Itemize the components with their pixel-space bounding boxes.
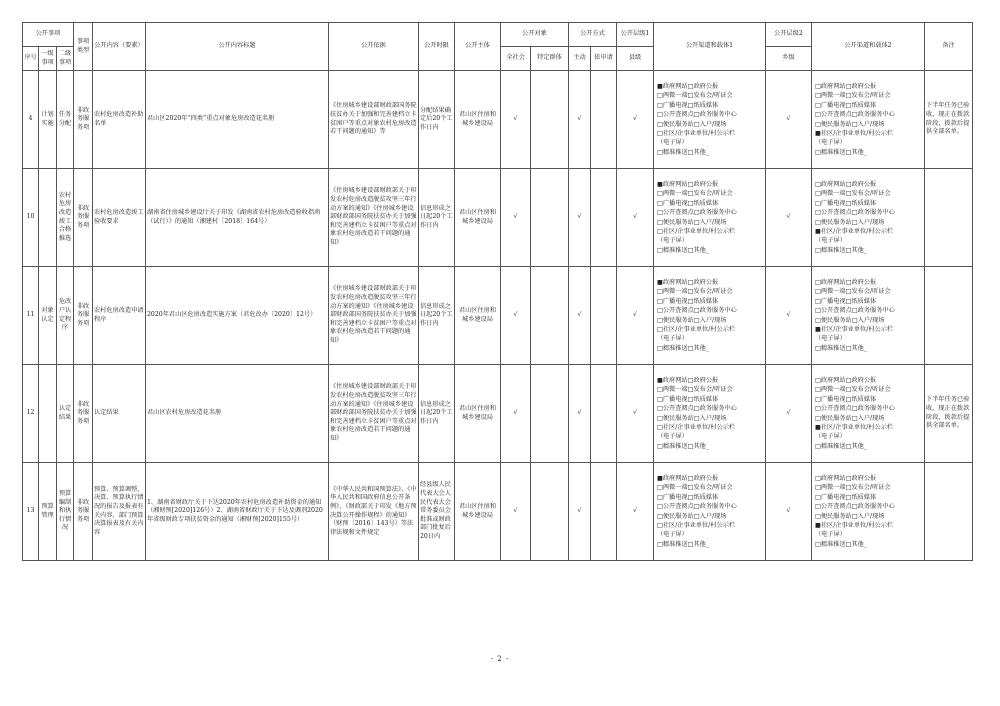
- header-obj-all: 全社会: [501, 47, 531, 71]
- channel-line: □社区/企事业单位/村公示栏: [657, 325, 736, 333]
- channel-line: □广播电视□纸质媒体: [657, 101, 719, 109]
- cell-township: √: [766, 71, 812, 169]
- cell-title: 1、湖南省财政厅关于下达2020年农村危房改造补助资金的通知（湘财预[2020]126号）2、湖南省财政厅关于下达及调剂2020年省级财政专项扶贫资金的通知（湘财预[2020]155号）: [146, 463, 329, 561]
- cell-obj-all: √: [501, 169, 531, 267]
- cell-subject: 君山区住房和城乡建设局: [455, 463, 501, 561]
- cell-content: 农村危房改造申请程序: [93, 267, 146, 365]
- channel-line: □社区/企事业单位/村公示栏: [657, 423, 736, 431]
- channel-line: □两微一端□发布会/听证会: [815, 92, 891, 100]
- cell-method-apply: [591, 463, 617, 561]
- header-method-apply: 依申请: [591, 47, 617, 71]
- table-row: [23, 169, 973, 267]
- channel-line: □精准推送□其他_: [657, 344, 709, 352]
- cell-level1: [39, 365, 57, 463]
- channel-line: □公开查阅点□政务服务中心: [657, 209, 737, 217]
- cell-county: √: [617, 71, 654, 169]
- cell-title: 湖南省住房城乡建设厅关于印发《湖南省农村危房改造验收指南（试行）》的通知（湘建村〔2018〕164号）: [146, 169, 329, 267]
- channel-line: □两微一端□发布会/听证会: [815, 288, 891, 296]
- header-method-active: 主动: [569, 47, 591, 71]
- channel-line: ■社区/企事业单位/村公示栏: [815, 325, 894, 333]
- cell-remark: [925, 463, 973, 561]
- channel-line: □社区/企事业单位/村公示栏: [657, 521, 736, 529]
- cell-level2: 危改户认定程序: [57, 267, 74, 365]
- cell-level1: 预算管理: [39, 463, 57, 561]
- cell-title: 2020年君山区危房改造实施方案（君危改办〔2020〕12号）: [146, 267, 329, 365]
- channel-line: □精准推送□其他_: [657, 540, 709, 548]
- cell-remark: 下半年任务已验收，现正在拨款阶段，拨款后提供全部名单。: [925, 71, 973, 169]
- cell-basis: 《住房城乡建设部财政部关于印发农村危房改造脱贫攻坚三年行动方案的通知》《住房城乡建设部财政部国务院扶贫办关于加强和完善建档立卡贫困户等重点对象农村危房改造若干问题的通知》: [329, 365, 419, 463]
- cell-obj-all: √: [501, 365, 531, 463]
- cell-level2: 农村危房改造竣工合格推选: [57, 169, 74, 267]
- cell-method-apply: [591, 169, 617, 267]
- cell-obj-specific: [531, 463, 569, 561]
- cell-type: 非政务服务项: [74, 71, 93, 169]
- channel-line: □政府网站□政府公报: [815, 376, 877, 384]
- channel-line: □广播电视□纸质媒体: [815, 493, 877, 501]
- channel-line: □广播电视□纸质媒体: [657, 493, 719, 501]
- channel-line: （电子屏）: [815, 335, 846, 343]
- header-subject: 公开主体: [455, 23, 501, 71]
- header-item-group: 公开事项: [23, 23, 74, 47]
- channel-line: □政府网站□政府公报: [815, 474, 877, 482]
- cell-obj-all: √: [501, 267, 531, 365]
- cell-remark: [925, 267, 973, 365]
- header-type: 事项类型: [74, 23, 93, 71]
- channel-line: □社区/企事业单位/村公示栏: [657, 227, 736, 235]
- cell-seq: 4: [23, 71, 39, 169]
- channel-line: ■社区/企事业单位/村公示栏: [815, 423, 894, 431]
- cell-channel2: [812, 71, 925, 169]
- cell-level2: 任务分配: [57, 71, 74, 169]
- cell-channel1: [654, 71, 766, 169]
- channel-line: □精准推送□其他_: [657, 148, 709, 156]
- cell-method-active: √: [569, 71, 591, 169]
- channel-line: □公开查阅点□政务服务中心: [657, 405, 737, 413]
- channel-line: （电子屏）: [815, 237, 846, 245]
- cell-level2: 认定结果: [57, 365, 74, 463]
- cell-channel1: [654, 169, 766, 267]
- cell-township: √: [766, 267, 812, 365]
- cell-type: 非政务服务项: [74, 267, 93, 365]
- cell-type: 非政务服务项: [74, 365, 93, 463]
- cell-method-active: √: [569, 365, 591, 463]
- cell-method-apply: [591, 71, 617, 169]
- cell-obj-all: √: [501, 463, 531, 561]
- table-row: [23, 267, 973, 365]
- cell-channel2: [812, 169, 925, 267]
- cell-township: √: [766, 365, 812, 463]
- channel-line: □公开查阅点□政务服务中心: [657, 307, 737, 315]
- channel-line: □广播电视□纸质媒体: [815, 297, 877, 305]
- cell-time: 经县级人民代表大会人民代表大会常务委员会批准或财政部门批复后20日内: [419, 463, 455, 561]
- channel-line: □精准推送□其他_: [657, 246, 709, 254]
- channel-line: □精准推送□其他_: [815, 442, 867, 450]
- channel-line: □便民服务站□入户/现场: [815, 120, 885, 128]
- channel-line: ■社区/企事业单位/村公示栏: [815, 521, 894, 529]
- cell-level1: [39, 169, 57, 267]
- channel-line: ■社区/企事业单位/村公示栏: [815, 129, 894, 137]
- channel-line: □精准推送□其他_: [657, 442, 709, 450]
- disclosure-table: [22, 22, 973, 561]
- channel-line: □广播电视□纸质媒体: [657, 395, 719, 403]
- header-content: 公开内容（要素）: [93, 23, 146, 71]
- cell-method-apply: [591, 365, 617, 463]
- channel-line: □两微一端□发布会/听证会: [657, 190, 733, 198]
- cell-channel2: [812, 267, 925, 365]
- cell-method-active: √: [569, 267, 591, 365]
- cell-time: 信息形成之日起20个工作日内: [419, 365, 455, 463]
- channel-line: □便民服务站□入户/现场: [815, 414, 885, 422]
- header-level-group2: 公开层级2: [766, 23, 812, 47]
- header-method: 公开方式: [569, 23, 617, 47]
- channel-line: □两微一端□发布会/听证会: [657, 288, 733, 296]
- channel-line: □公开查阅点□政务服务中心: [815, 209, 895, 217]
- channel-line: □公开查阅点□政务服务中心: [815, 503, 895, 511]
- channel-line: ■政府网站□政府公报: [657, 376, 719, 384]
- header-level-group1: 公开层级1: [617, 23, 654, 47]
- header-object: 公开对象: [501, 23, 569, 47]
- channel-line: □公开查阅点□政务服务中心: [657, 111, 737, 119]
- channel-line: □两微一端□发布会/听证会: [815, 484, 891, 492]
- cell-title: 君山区农村危房改造花名册: [146, 365, 329, 463]
- header-seq: 序号: [23, 47, 39, 71]
- cell-content: 预算、预算调整、决算、预算执行情况的报告及报表有关内容，部门预算决算报表及有关内容: [93, 463, 146, 561]
- cell-seq: 11: [23, 267, 39, 365]
- channel-line: ■政府网站□政府公报: [657, 82, 719, 90]
- channel-line: □精准推送□其他_: [815, 344, 867, 352]
- cell-channel1: [654, 463, 766, 561]
- cell-channel2: [812, 463, 925, 561]
- header-remark: 备注: [925, 23, 973, 71]
- table-row: [23, 365, 973, 463]
- channel-line: □便民服务站□入户/现场: [815, 512, 885, 520]
- cell-seq: 10: [23, 169, 39, 267]
- cell-county: √: [617, 267, 654, 365]
- channel-line: □政府网站□政府公报: [815, 82, 877, 90]
- cell-level2: 预算编制和执行情况: [57, 463, 74, 561]
- channel-line: ■政府网站□政府公报: [657, 474, 719, 482]
- channel-line: □两微一端□发布会/听证会: [657, 92, 733, 100]
- channel-line: ■社区/企事业单位/村公示栏: [815, 227, 894, 235]
- cell-county: √: [617, 169, 654, 267]
- cell-level1: 计划实施: [39, 71, 57, 169]
- channel-line: （电子屏）: [815, 531, 846, 539]
- cell-method-apply: [591, 267, 617, 365]
- cell-basis: 《住房城乡建设部财政部关于印发农村危房改造脱贫攻坚三年行动方案的通知》《住房城乡建设部财政部国务院扶贫办关于加强和完善建档立卡贫困户等重点对象农村危房改造若干问题的通知》: [329, 169, 419, 267]
- channel-line: （电子屏）: [815, 433, 846, 441]
- channel-line: □便民服务站□入户/现场: [657, 218, 727, 226]
- channel-line: （电子屏）: [815, 139, 846, 147]
- cell-county: √: [617, 365, 654, 463]
- cell-township: √: [766, 169, 812, 267]
- channel-line: □便民服务站□入户/现场: [815, 218, 885, 226]
- channel-line: □精准推送□其他_: [815, 148, 867, 156]
- channel-line: □广播电视□纸质媒体: [815, 101, 877, 109]
- page-number: - 2 -: [490, 655, 510, 663]
- cell-obj-specific: [531, 267, 569, 365]
- header-time: 公开时限: [419, 23, 455, 71]
- channel-line: □公开查阅点□政务服务中心: [815, 405, 895, 413]
- channel-line: □政府网站□政府公报: [815, 180, 877, 188]
- channel-line: □精准推送□其他_: [815, 540, 867, 548]
- cell-time: 信息形成之日起20个工作日内: [419, 169, 455, 267]
- channel-line: □政府网站□政府公报: [815, 278, 877, 286]
- table-row: [23, 463, 973, 561]
- cell-remark: [925, 169, 973, 267]
- channel-line: □两微一端□发布会/听证会: [815, 190, 891, 198]
- cell-obj-specific: [531, 365, 569, 463]
- cell-basis: 《中华人民共和国预算法》、《中华人民共和国政府信息公开条例》、《财政部关于印发《地方预决算公开操作规程》的通知》（财预〔2016〕143号）等法律法规和文件规定: [329, 463, 419, 561]
- channel-line: □便民服务站□入户/现场: [657, 120, 727, 128]
- channel-line: □便民服务站□入户/现场: [815, 316, 885, 324]
- cell-county: √: [617, 463, 654, 561]
- channel-line: □社区/企事业单位/村公示栏: [657, 129, 736, 137]
- cell-channel2: [812, 365, 925, 463]
- cell-time: 信息形成之日起20个工作日内: [419, 267, 455, 365]
- channel-line: ■政府网站□政府公报: [657, 180, 719, 188]
- cell-content: 认定结果: [93, 365, 146, 463]
- header-level1: 一级事项: [39, 47, 57, 71]
- channel-line: （电子屏）: [657, 531, 688, 539]
- cell-township: √: [766, 463, 812, 561]
- cell-content: 农村危房改造补助名单: [93, 71, 146, 169]
- cell-subject: 君山区住房和城乡建设局: [455, 365, 501, 463]
- cell-method-active: √: [569, 463, 591, 561]
- channel-line: □广播电视□纸质媒体: [815, 199, 877, 207]
- header-basis: 公开依据: [329, 23, 419, 71]
- channel-line: （电子屏）: [657, 237, 688, 245]
- channel-line: □便民服务站□入户/现场: [657, 414, 727, 422]
- cell-obj-all: √: [501, 71, 531, 169]
- cell-basis: 《住房城乡建设部财政部国务院扶贫办关于加强和完善建档立卡贫困户等重点对象农村危房改造若干问题的通知》等: [329, 71, 419, 169]
- channel-line: （电子屏）: [657, 335, 688, 343]
- header-channel2: 公开渠道和载体2: [812, 23, 925, 71]
- header-row-1: [23, 23, 973, 47]
- cell-level1: 对象认定: [39, 267, 57, 365]
- header-township: 乡级: [766, 47, 812, 71]
- cell-channel1: [654, 365, 766, 463]
- cell-time: 分配结果确定后20个工作日内: [419, 71, 455, 169]
- table-row: [23, 71, 973, 169]
- header-level2: 二级事项: [57, 47, 74, 71]
- cell-subject: 君山区住房和城乡建设局: [455, 71, 501, 169]
- cell-channel1: [654, 267, 766, 365]
- header-county: 县级: [617, 47, 654, 71]
- cell-obj-specific: [531, 71, 569, 169]
- channel-line: □公开查阅点□政务服务中心: [657, 503, 737, 511]
- channel-line: □两微一端□发布会/听证会: [657, 484, 733, 492]
- cell-method-active: √: [569, 169, 591, 267]
- cell-seq: 12: [23, 365, 39, 463]
- channel-line: □便民服务站□入户/现场: [657, 316, 727, 324]
- cell-subject: 君山区住房和城乡建设局: [455, 267, 501, 365]
- channel-line: □两微一端□发布会/听证会: [815, 386, 891, 394]
- channel-line: □公开查阅点□政务服务中心: [815, 111, 895, 119]
- cell-type: 非政务服务项: [74, 169, 93, 267]
- channel-line: （电子屏）: [657, 139, 688, 147]
- channel-line: □广播电视□纸质媒体: [815, 395, 877, 403]
- channel-line: □广播电视□纸质媒体: [657, 297, 719, 305]
- cell-seq: 13: [23, 463, 39, 561]
- header-title: 公开内容标题: [146, 23, 329, 71]
- cell-remark: 下半年任务已验收，现正在拨款阶段，拨款后提供全部名单。: [925, 365, 973, 463]
- channel-line: □广播电视□纸质媒体: [657, 199, 719, 207]
- header-obj-specific: 特定群体: [531, 47, 569, 71]
- cell-title: 君山区2020年“四类”重点对象危房改造花名册: [146, 71, 329, 169]
- cell-type: 非政务服务项: [74, 463, 93, 561]
- cell-basis: 《住房城乡建设部财政部关于印发农村危房改造脱贫攻坚三年行动方案的通知》《住房城乡建设部财政部国务院扶贫办关于加强和完善建档立卡贫困户等重点对象农村危房改造若干问题的通知》: [329, 267, 419, 365]
- channel-line: ■政府网站□政府公报: [657, 278, 719, 286]
- channel-line: □精准推送□其他_: [815, 246, 867, 254]
- channel-line: □两微一端□发布会/听证会: [657, 386, 733, 394]
- channel-line: □公开查阅点□政务服务中心: [815, 307, 895, 315]
- cell-subject: 君山区住房和城乡建设局: [455, 169, 501, 267]
- cell-content: 农村危房改造竣工验收要求: [93, 169, 146, 267]
- cell-obj-specific: [531, 169, 569, 267]
- channel-line: □便民服务站□入户/现场: [657, 512, 727, 520]
- header-channel1: 公开渠道和载体1: [654, 23, 766, 71]
- channel-line: （电子屏）: [657, 433, 688, 441]
